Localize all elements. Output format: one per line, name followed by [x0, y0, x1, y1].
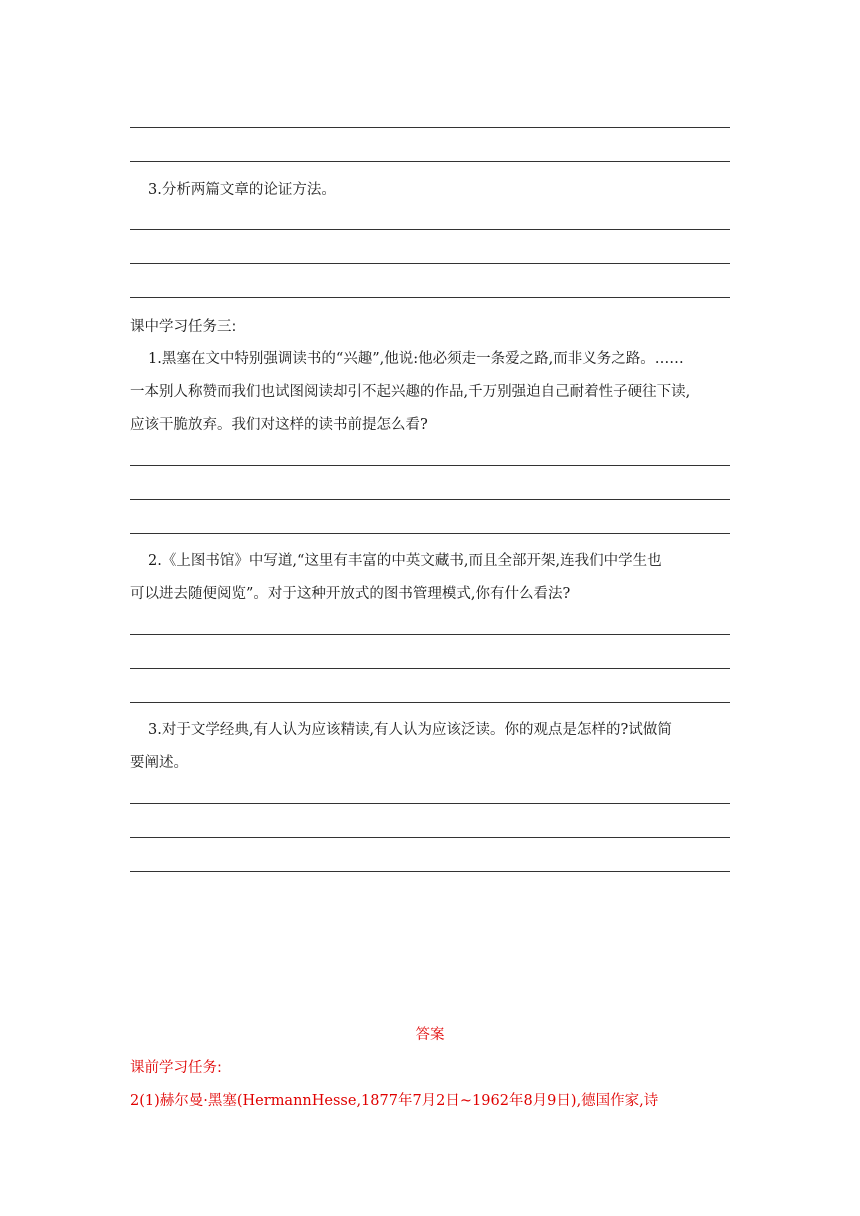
answers-title: 答案 [415, 1027, 445, 1043]
answer-line [130, 668, 730, 669]
question-3-3-line1: 3.对于文学经典,有人认为应该精读,有人认为应该泛读。你的观点是怎样的?试做简 [148, 722, 672, 738]
answer-line [130, 127, 730, 128]
answer-item-2-line1: 2(1)赫尔曼·黑塞(HermannHesse,1877年7月2日~1962年8月9日),德国作家,诗 [130, 1093, 659, 1109]
answer-line [130, 634, 730, 635]
answer-line [130, 499, 730, 500]
answer-line [130, 229, 730, 230]
answer-line [130, 263, 730, 264]
question-3-2-line2: 可以进去随便阅览”。对于这种开放式的图书管理模式,你有什么看法? [130, 586, 571, 602]
answer-line [130, 837, 730, 838]
question-3-1-line3: 应该干脆放弃。我们对这样的读书前提怎么看? [130, 417, 428, 433]
answer-line [130, 161, 730, 162]
question-3-1-line1: 1.黑塞在文中特别强调读书的“兴趣”,他说:他必须走一条爱之路,而非义务之路。…… [148, 351, 684, 367]
answer-line [130, 871, 730, 872]
section-heading-task3: 课中学习任务三: [130, 319, 237, 335]
question-3-2-line1: 2.《上图书馆》中写道,“这里有丰富的中英文藏书,而且全部开架,连我们中学生也 [148, 553, 662, 569]
answer-line [130, 533, 730, 534]
answer-line [130, 297, 730, 298]
question-3-3-line2: 要阐述。 [130, 755, 188, 771]
answer-line [130, 803, 730, 804]
answers-heading: 课前学习任务: [130, 1060, 222, 1076]
question-2-3: 3.分析两篇文章的论证方法。 [148, 182, 336, 198]
answer-line [130, 702, 730, 703]
question-3-1-line2: 一本别人称赞而我们也试图阅读却引不起兴趣的作品,千万别强迫自己耐着性子硬往下读, [130, 384, 691, 400]
answer-line [130, 465, 730, 466]
